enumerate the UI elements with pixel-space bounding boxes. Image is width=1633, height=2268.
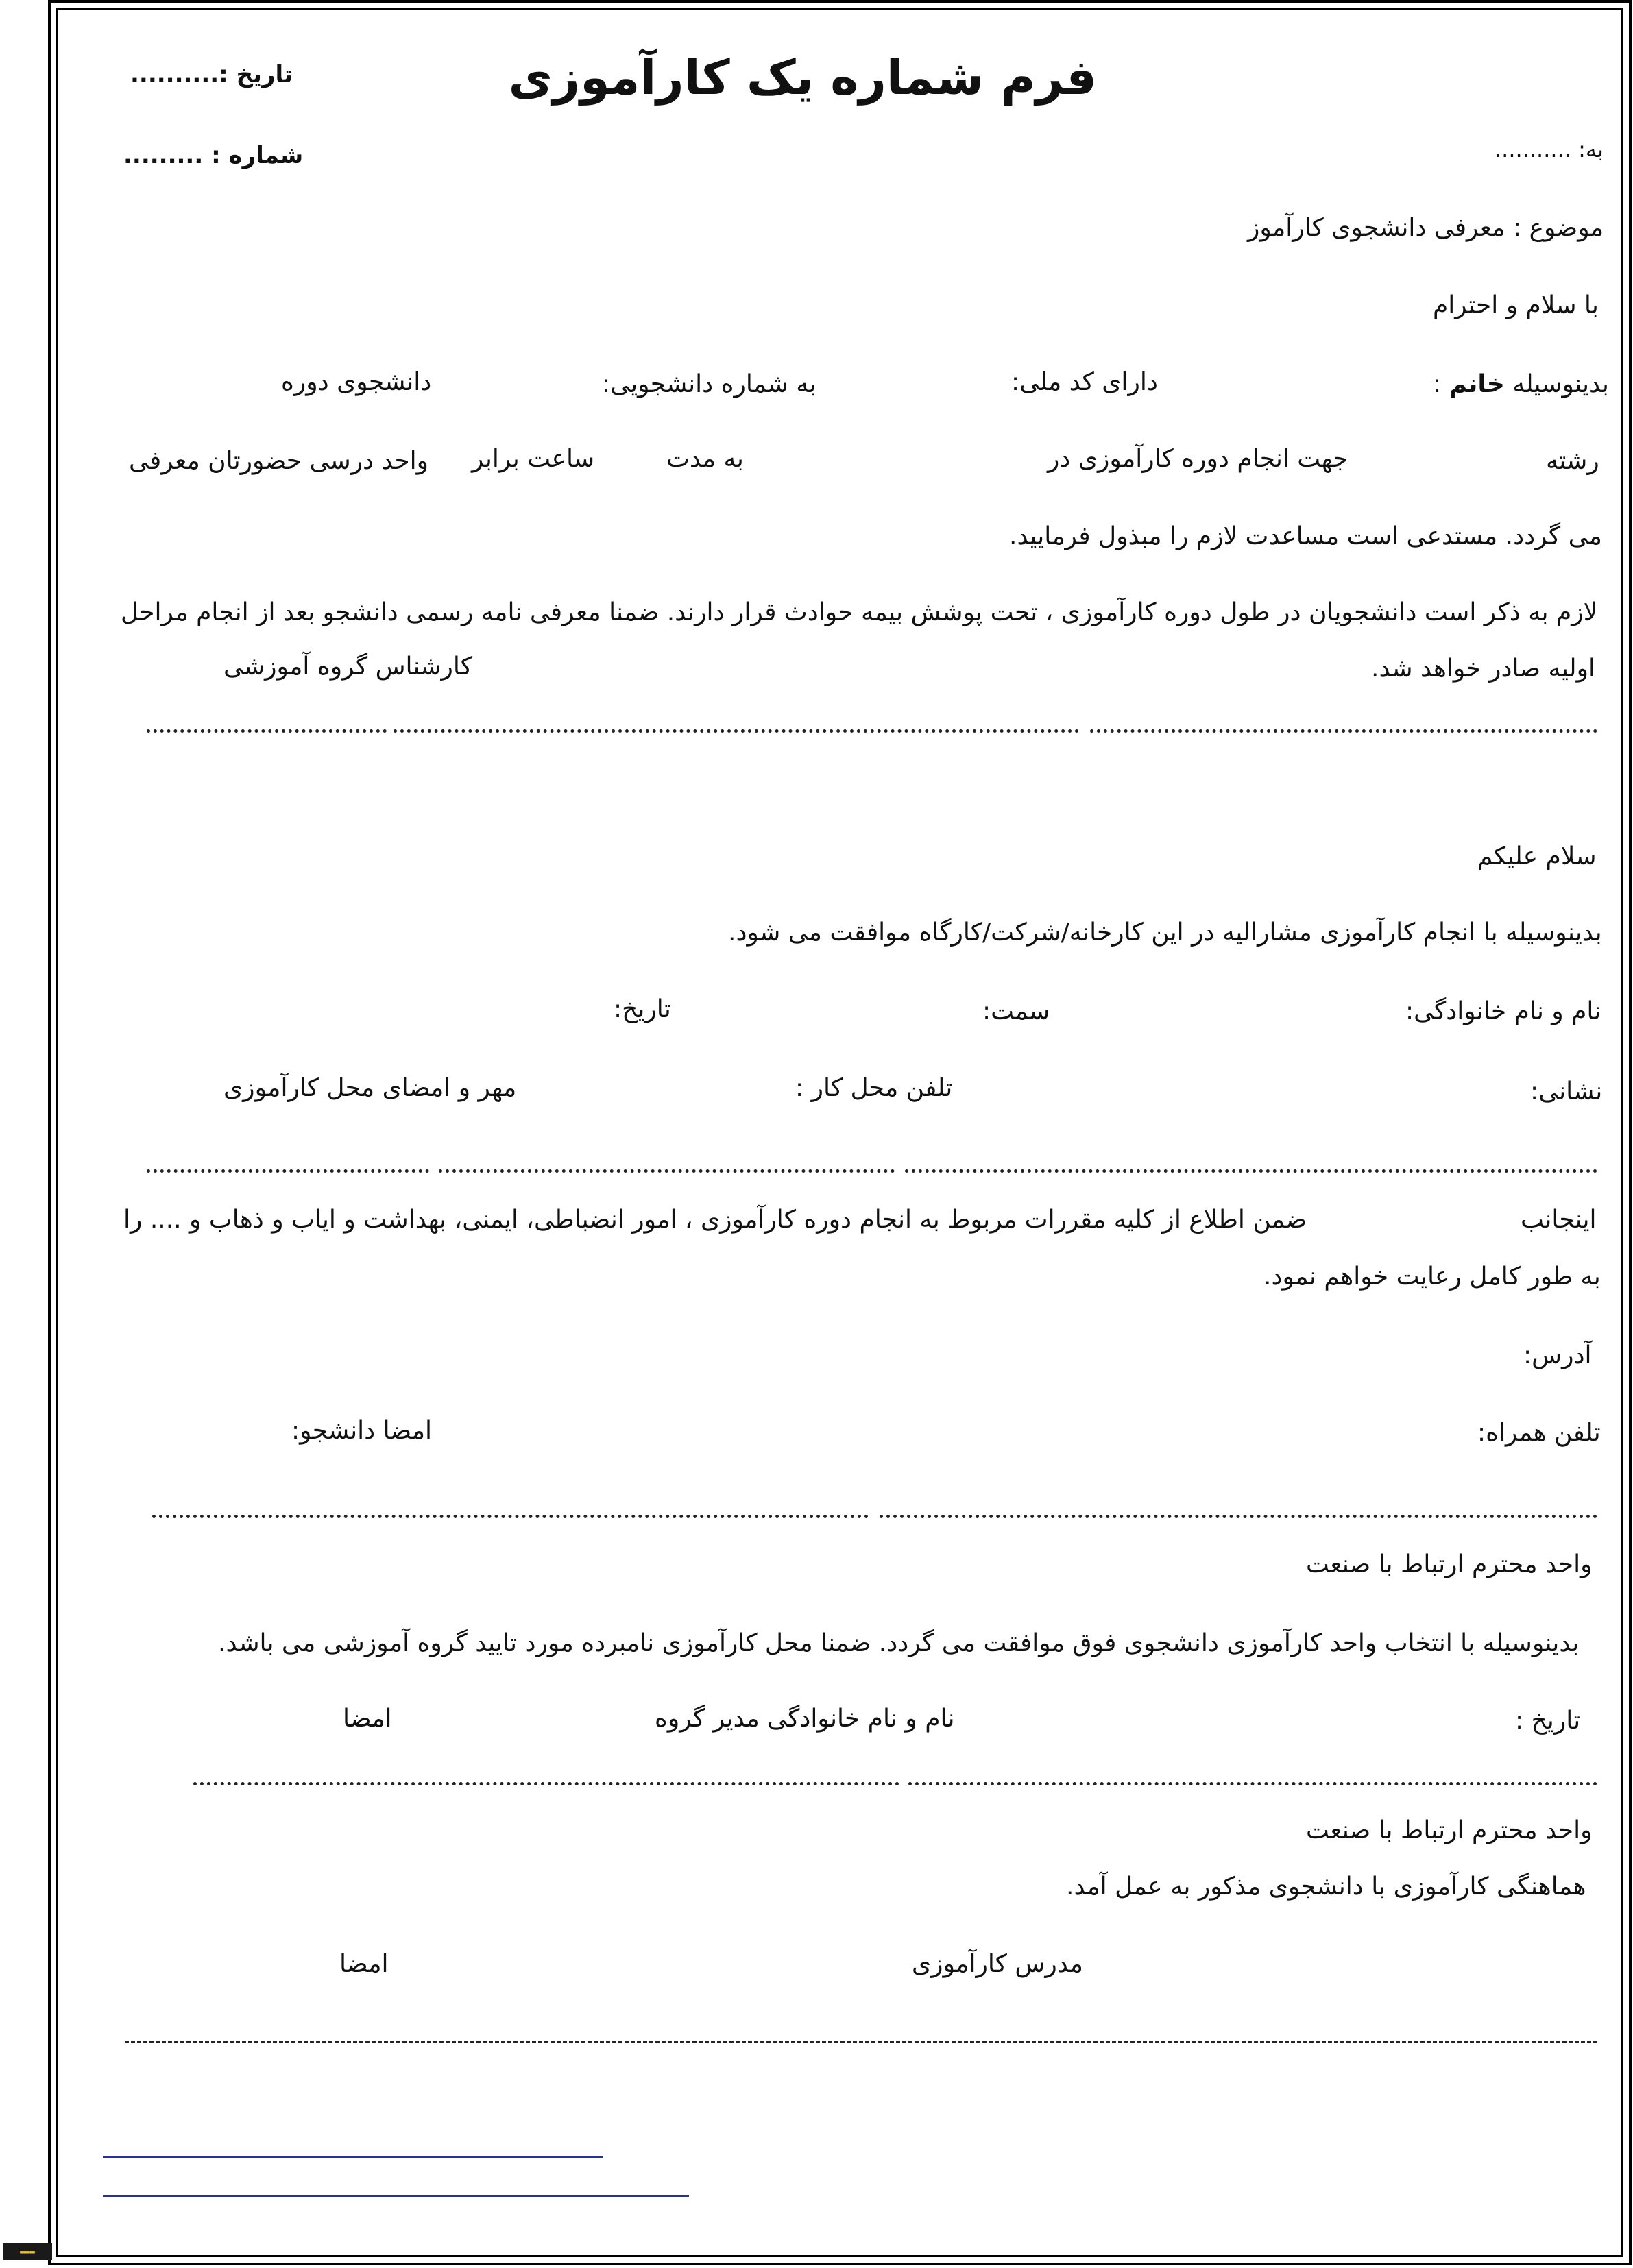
workplace-stamp-label: مهر و امضای محل کارآموزی xyxy=(223,1074,517,1102)
prefix-colon: : xyxy=(1433,370,1442,398)
subject-line: موضوع : معرفی دانشجوی کارآموز xyxy=(1248,214,1604,242)
workplace-address-label: نشانی: xyxy=(1530,1077,1603,1106)
student-number-label: به شماره دانشجویی: xyxy=(602,370,816,398)
separator-dots xyxy=(439,1169,895,1173)
group-date-label: تاریخ : xyxy=(1515,1707,1581,1735)
separator-dots xyxy=(905,1169,1597,1173)
prefix-bold-text: خانم xyxy=(1449,370,1505,398)
undersigned-label: اینجانب xyxy=(1521,1206,1597,1234)
separator-dots xyxy=(394,729,1079,733)
student-commitment-cont: به طور کامل رعایت خواهم نمود. xyxy=(1263,1263,1601,1291)
separator-dots xyxy=(147,729,387,733)
duration-label: به مدت xyxy=(666,445,744,473)
form-title: فرم شماره یک کارآموزی xyxy=(508,49,1097,106)
link-underline xyxy=(103,2156,603,2158)
workplace-name-label: نام و نام خانوادگی: xyxy=(1405,997,1601,1025)
national-code-label: دارای کد ملی: xyxy=(1011,368,1158,396)
instructor-coordination: هماهنگی کارآموزی با دانشجوی مذکور به عمل آمد. xyxy=(1066,1873,1586,1901)
end-separator xyxy=(125,2041,1597,2043)
prefix-text: بدینوسیله xyxy=(1512,370,1609,398)
site-logo: ▬▬▬ xyxy=(3,2243,52,2260)
request-line: می گردد. مستدعی است مساعدت لازم را مبذول فرمایید. xyxy=(1009,522,1602,550)
intro-row1-prefix xyxy=(1433,372,1609,397)
header-date-field: تاریخ :.......... xyxy=(130,61,293,88)
student-signature-label: امضا دانشجو: xyxy=(291,1417,433,1445)
instructor-signature-label: امضا xyxy=(339,1950,389,1978)
student-commitment: ضمن اطلاع از کلیه مقررات مربوط به انجام دوره کارآموزی ، امور انضباطی، ایمنی، بهداشت و ایاب و ذهاب و .... را xyxy=(123,1206,1307,1234)
internship-purpose-label: جهت انجام دوره کارآموزی در xyxy=(1048,445,1348,473)
workplace-phone-label: تلفن محل کار : xyxy=(795,1074,953,1102)
instructor-label: مدرس کارآموزی xyxy=(912,1950,1083,1978)
separator-dots xyxy=(147,1169,429,1173)
separator-dots xyxy=(152,1515,869,1518)
units-label: واحد درسی حضورتان معرفی xyxy=(129,447,429,475)
workplace-position-label: سمت: xyxy=(982,997,1050,1025)
separator-dots xyxy=(193,1782,899,1785)
recipient-field: به: ........... xyxy=(1495,136,1604,162)
instructor-recipient: واحد محترم ارتباط با صنعت xyxy=(1306,1816,1593,1844)
hours-label: ساعت برابر xyxy=(472,445,595,473)
separator-dots xyxy=(880,1515,1597,1518)
workplace-greeting: سلام علیکم xyxy=(1477,842,1597,870)
link-underline xyxy=(103,2195,689,2197)
insurance-note: لازم به ذکر است دانشجویان در طول دوره کارآموزی ، تحت پوشش بیمه حوادث قرار دارند. ضمنا معرفی نامه رسمی دانشجو بعد از انجام مراحل xyxy=(121,598,1598,626)
group-approval: بدینوسیله با انتخاب واحد کارآموزی دانشجوی فوق موافقت می گردد. ضمنا محل کارآموزی نامبرده مورد تایید گروه آموزشی می باشد. xyxy=(218,1629,1580,1657)
group-signature-label: امضا xyxy=(343,1705,392,1733)
group-recipient: واحد محترم ارتباط با صنعت xyxy=(1306,1550,1593,1578)
page-border-inner xyxy=(56,8,1623,2257)
workplace-date-label: تاریخ: xyxy=(614,995,671,1023)
signer-label: کارشناس گروه آموزشی xyxy=(223,653,473,681)
field-label: رشته xyxy=(1546,447,1599,475)
separator-dots xyxy=(908,1782,1597,1785)
intro-greeting: با سلام و احترام xyxy=(1433,291,1599,319)
workplace-agreement: بدینوسیله با انجام کارآموزی مشارالیه در این کارخانه/شرکت/کارگاه موافقت می شود. xyxy=(728,918,1602,947)
group-head-name-label: نام و نام خانوادگی مدیر گروه xyxy=(655,1705,955,1733)
student-term-label: دانشجوی دوره xyxy=(281,368,432,396)
insurance-note-cont: اولیه صادر خواهد شد. xyxy=(1371,655,1596,683)
separator-dots xyxy=(1090,729,1597,733)
student-mobile-label: تلفن همراه: xyxy=(1477,1419,1601,1447)
student-address-label: آدرس: xyxy=(1523,1341,1592,1369)
header-number-field: شماره : ......... xyxy=(123,142,304,169)
